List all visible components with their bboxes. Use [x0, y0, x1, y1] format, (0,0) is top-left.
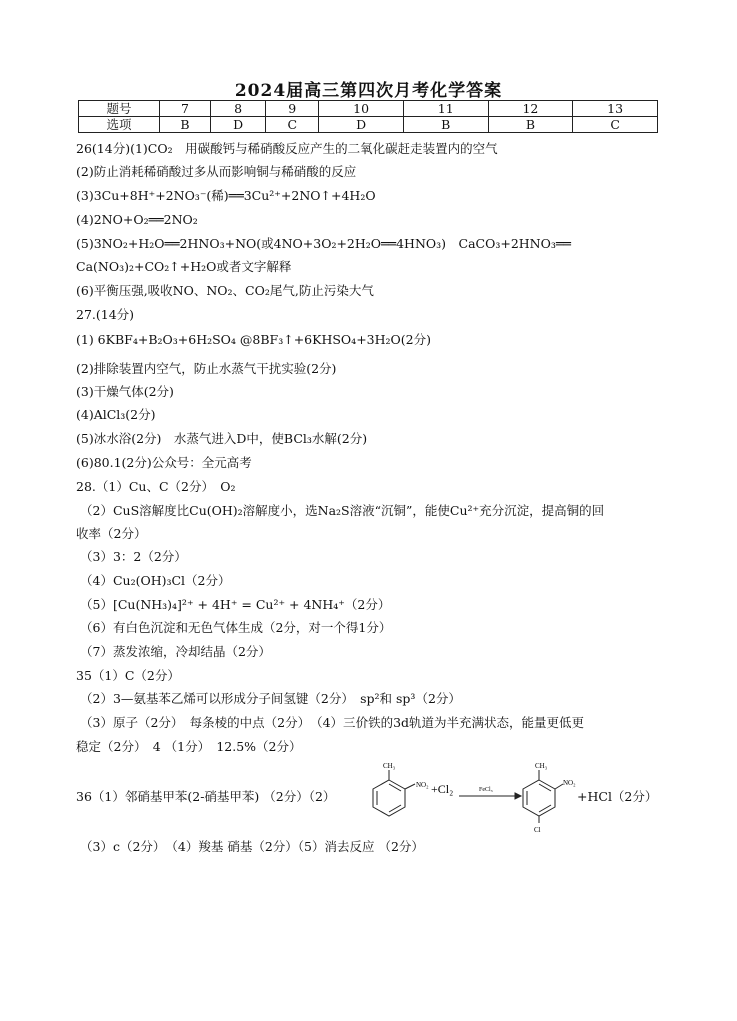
q26-line-4: (4)2NO+O₂══2NO₂	[76, 212, 198, 227]
table-cell: 11	[403, 101, 488, 117]
answer-table	[78, 100, 658, 133]
table-cell: 12	[488, 101, 573, 117]
q27-line-6: (5)冰水浴(2分) 水蒸气进入D中，使BCl₃水解(2分)	[76, 431, 368, 446]
table-cell: C	[266, 117, 319, 133]
q26-line-5: (5)3NO₂+H₂O══2HNO₃+NO(或4NO+3O₂+2H₂O══4HNO₃) CaCO₃+2HNO₃══	[76, 236, 571, 251]
q27-line-7: (6)80.1(2分)公众号：全元高考	[76, 455, 252, 470]
table-cell: D	[319, 117, 404, 133]
q27-line-2: (1) 6KBF₄+B₂O₃+6H₂SO₄ @8BF₃↑+6KHSO₄+3H₂O(2分)	[76, 332, 431, 347]
q35-line-2: （2）3—氨基苯乙烯可以形成分子间氢键（2分） sp²和 sp³（2分）	[80, 691, 461, 706]
q28-line-3: 收率（2分）	[76, 526, 147, 541]
q28-line-2: （2）CuS溶解度比Cu(OH)₂溶解度小，选Na₂S溶液“沉铜”，能使Cu²⁺充分沉淀，提高铜的回	[80, 503, 605, 518]
catalyst-label: FeCl₃	[479, 787, 493, 793]
plus-cl2-label: +Cl₂	[431, 782, 454, 796]
q28-line-5: （4）Cu₂(OH)₃Cl（2分）	[80, 573, 231, 588]
table-cell: 10	[319, 101, 404, 117]
table-cell: B	[403, 117, 488, 133]
q36-line-1a: 36（1）邻硝基甲苯(2-硝基甲苯) （2分）（2）	[76, 789, 336, 804]
table-cell: B	[160, 117, 211, 133]
table-row	[79, 117, 658, 133]
q28-line-6: （5）[Cu(NH₃)₄]²⁺ + 4H⁺ = Cu²⁺ + 4NH₄⁺（2分）	[80, 597, 391, 612]
table-row	[79, 101, 658, 117]
reaction-scheme	[365, 760, 580, 835]
q28-line-8: （7）蒸发浓缩，冷却结晶（2分）	[80, 644, 271, 659]
product-ch3-label: CH₃	[535, 762, 548, 770]
reactant-ch3-label: CH₃	[383, 762, 396, 770]
table-cell: 7	[160, 101, 211, 117]
q36-line-2: （3）c（2分） （4）羧基 硝基（2分）（5）消去反应 （2分）	[80, 839, 424, 854]
product-benzene-ring	[523, 770, 563, 823]
q35-line-1: 35（1）C（2分）	[76, 668, 180, 683]
q27-line-3: (2)排除装置内空气，防止水蒸气干扰实验(2分)	[76, 361, 337, 376]
q28-line-1: 28.（1）Cu、C（2分） O₂	[76, 479, 236, 494]
q27-line-5: (4)AlCl₃(2分)	[76, 407, 156, 422]
table-cell: 8	[211, 101, 266, 117]
reactant-no2-label: NO₂	[416, 781, 429, 789]
reaction-arrow	[459, 793, 521, 799]
table-cell: B	[488, 117, 573, 133]
table-cell: D	[211, 117, 266, 133]
q35-line-4: 稳定（2分） 4 （1分） 12.5%（2分）	[76, 739, 302, 754]
page-title: 2024届高三第四次月考化学答案	[234, 81, 503, 101]
q35-line-3: （3）原子（2分） 每条棱的中点（2分） （4）三价铁的3d轨道为半充满状态，能量更低更	[80, 715, 585, 730]
table-cell: 9	[266, 101, 319, 117]
q27-line-4: (3)干燥气体(2分)	[76, 384, 174, 399]
product-no2-label: NO₂	[563, 779, 576, 787]
q26-line-7: (6)平衡压强,吸收NO、NO₂、CO₂尾气,防止污染大气	[76, 283, 374, 298]
table-header-cell: 选项	[79, 117, 160, 133]
table-cell: C	[573, 117, 658, 133]
table-cell: 13	[573, 101, 658, 117]
q26-line-2: (2)防止消耗稀硝酸过多从而影响铜与稀硝酸的反应	[76, 164, 357, 179]
q26-line-1: 26(14分)(1)CO₂ 用碳酸钙与稀硝酸反应产生的二氧化碳赶走装置内的空气	[76, 141, 498, 156]
product-cl-label: Cl	[534, 826, 541, 834]
table-header-cell: 题号	[79, 101, 160, 117]
reactant-benzene-ring	[373, 770, 415, 816]
q36-line-1b: +HCl（2分）	[577, 789, 658, 804]
q28-line-4: （3）3：2（2分）	[80, 549, 187, 564]
q26-line-3: (3)3Cu+8H⁺+2NO₃⁻(稀)══3Cu²⁺+2NO↑+4H₂O	[76, 188, 376, 203]
q27-line-1: 27.(14分)	[76, 307, 135, 322]
q28-line-7: （6）有白色沉淀和无色气体生成（2分，对一个得1分）	[80, 620, 392, 635]
q26-line-6: Ca(NO₃)₂+CO₂↑+H₂O或者文字解释	[76, 259, 292, 274]
